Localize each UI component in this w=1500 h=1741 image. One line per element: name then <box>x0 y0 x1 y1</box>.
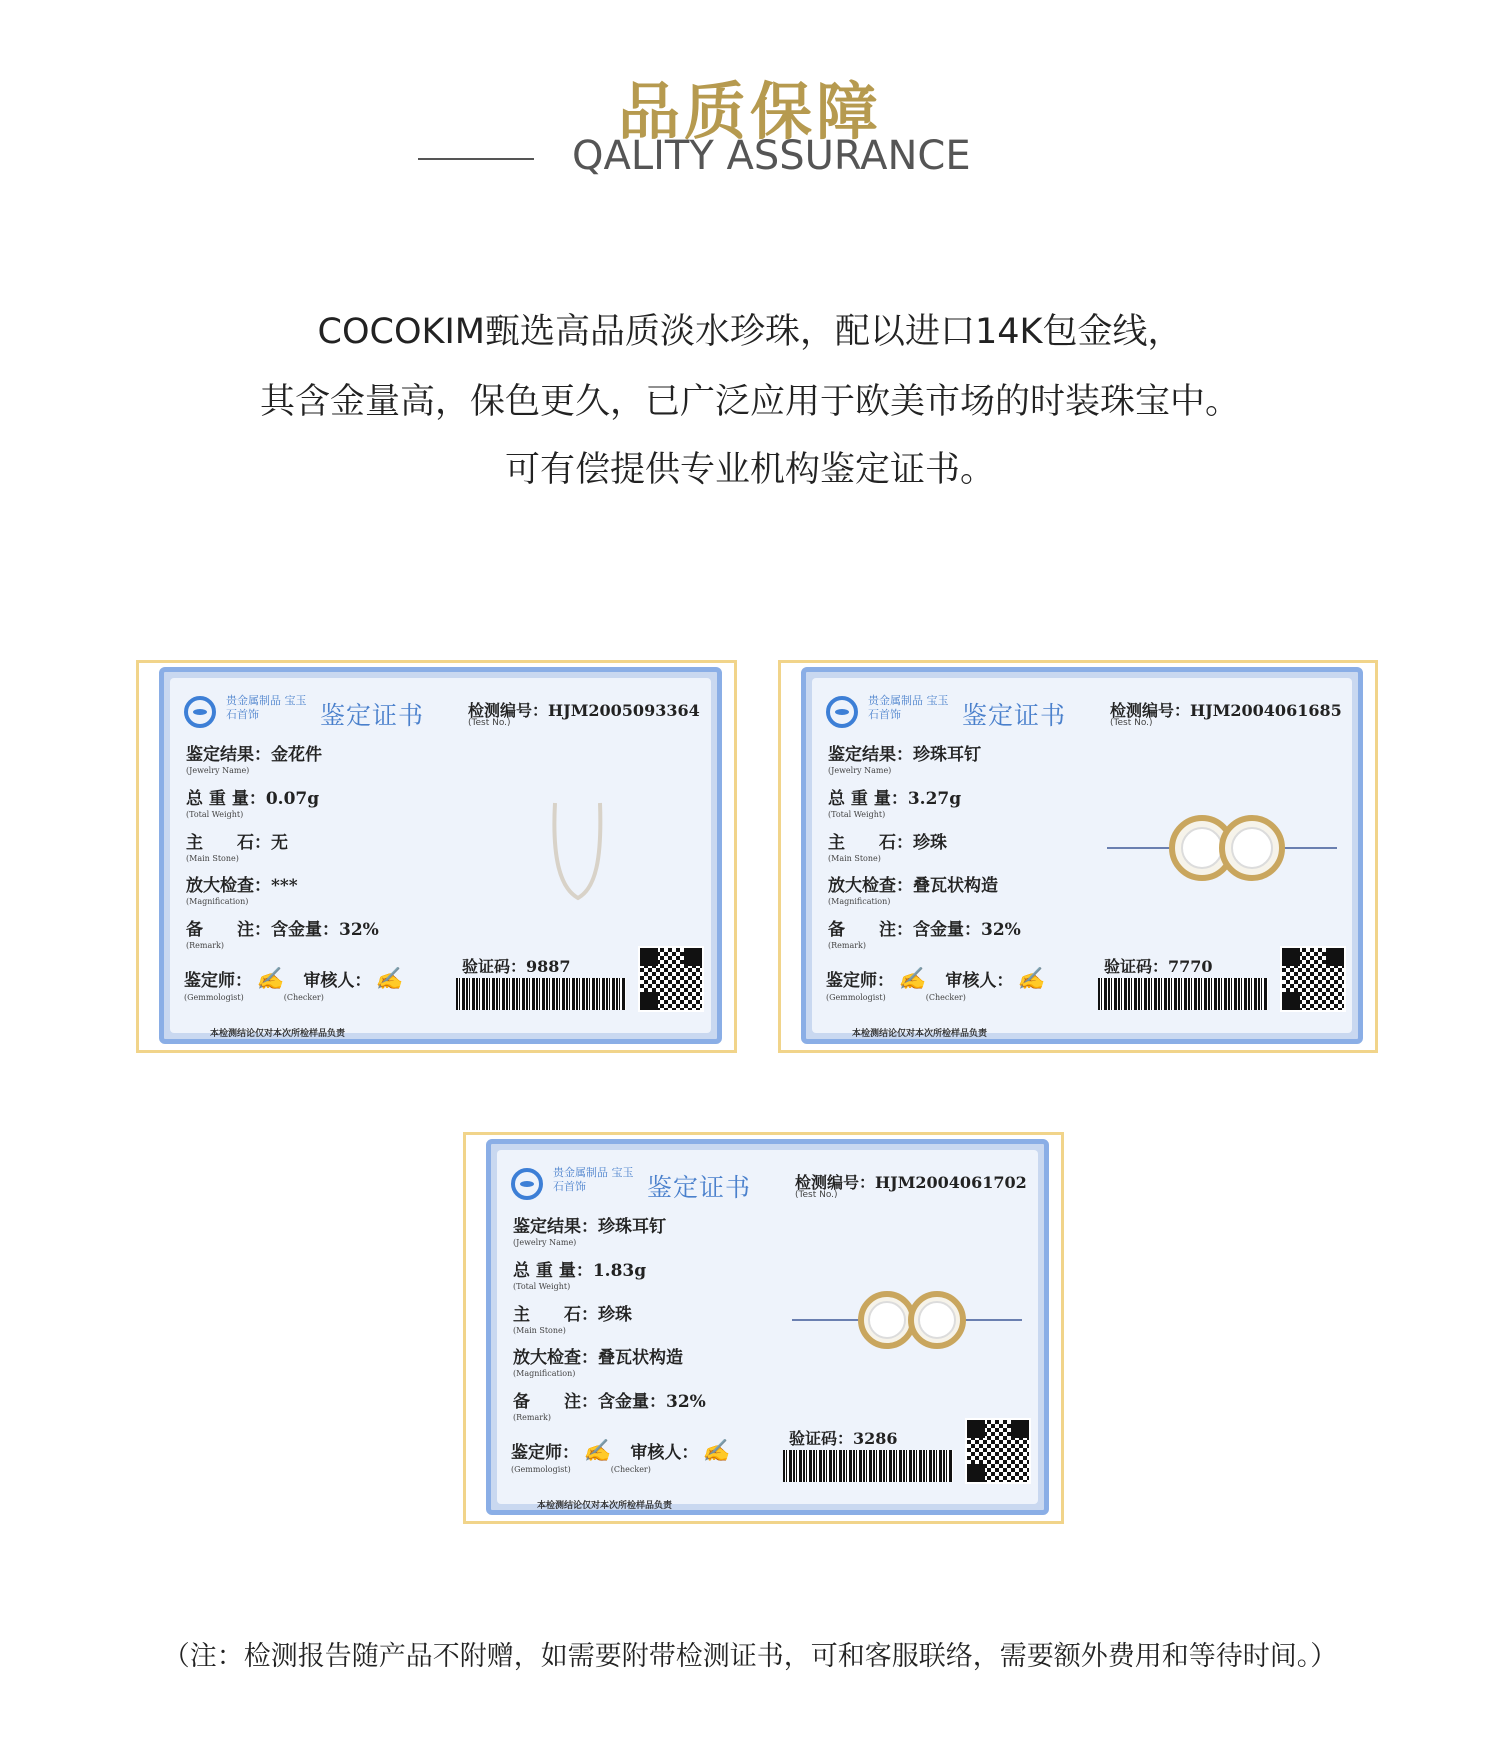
cert-test-no: 检测编号：HJM2004061702 <box>795 1173 1027 1192</box>
cert-verify-code: 验证码：7770 <box>1104 957 1213 976</box>
cert-field-label: 主 石：无 <box>186 833 288 853</box>
certificate-card <box>801 667 1363 1044</box>
cert-field-sub: (Magnification) <box>828 897 891 906</box>
cert-verify-code: 验证码：3286 <box>789 1429 898 1448</box>
cert-signers <box>184 966 417 1003</box>
product-photo <box>460 748 700 938</box>
cert-field-label: 备 注：含金量：32% <box>186 920 379 940</box>
cert-field-sub: (Total Weight) <box>513 1282 571 1291</box>
cert-field-label: 主 石：珍珠 <box>513 1305 632 1325</box>
signer-sub: (Gemmologist) (Checker) <box>826 993 966 1002</box>
appraiser-label: 鉴定师： <box>826 971 894 991</box>
cert-field-sub: (Main Stone) <box>828 854 881 863</box>
certificate-card <box>486 1139 1049 1515</box>
qr-code-icon <box>965 1418 1031 1484</box>
checker-signature: ✍ <box>702 1438 730 1464</box>
cert-field-sub: (Jewelry Name) <box>828 766 892 775</box>
appraiser-signature: ✍ <box>256 966 284 992</box>
cert-field-sub: (Magnification) <box>513 1369 576 1378</box>
cert-field <box>186 784 319 819</box>
cert-verify-code: 验证码：9887 <box>462 957 571 976</box>
barcode-icon <box>1098 978 1268 1010</box>
cert-signers <box>511 1438 744 1475</box>
cert-field-label: 鉴定结果：珍珠耳钉 <box>513 1217 666 1237</box>
cert-field <box>513 1387 706 1422</box>
cert-test-no-en: (Test No.) <box>795 1190 838 1200</box>
certificate-image-3 <box>463 1132 1064 1524</box>
cert-field <box>828 784 961 819</box>
cert-field-sub: (Jewelry Name) <box>513 1238 577 1247</box>
qr-code-icon <box>638 946 704 1012</box>
cert-field <box>513 1256 646 1291</box>
pearl <box>1232 828 1272 868</box>
cert-field <box>828 915 1021 950</box>
cert-field-label: 总 重 量：0.07g <box>186 789 320 809</box>
product-photo <box>787 1220 1027 1410</box>
certificate-body <box>812 678 1352 1039</box>
signer-sub: (Gemmologist) (Checker) <box>511 1465 651 1474</box>
cert-field-label: 总 重 量：3.27g <box>828 789 962 809</box>
page-title-en: QALITY ASSURANCE <box>572 133 971 179</box>
org-logo-icon <box>826 696 858 728</box>
product-photo <box>1102 748 1342 938</box>
checker-signature: ✍ <box>1017 966 1045 992</box>
intro-line-2: 其含金量高，保色更久，已广泛应用于欧美市场的时装珠宝中。 <box>259 382 1240 422</box>
cert-field-sub: (Remark) <box>513 1413 552 1422</box>
cert-field <box>513 1300 632 1335</box>
page-title-zh: 品质保障 <box>617 75 882 148</box>
cert-field <box>828 828 947 863</box>
cert-field-label: 鉴定结果：金花件 <box>186 745 322 765</box>
cert-field-label: 备 注：含金量：32% <box>513 1392 706 1412</box>
cert-heading: 鉴定证书 <box>647 1173 752 1202</box>
cert-signers <box>826 966 1059 1003</box>
cert-field <box>513 1343 683 1378</box>
cert-field-label: 放大检查：叠瓦状构造 <box>513 1348 683 1368</box>
qr-code-icon <box>1280 946 1346 1012</box>
cert-footer: 本检测结论仅对本次所检样品负责 <box>537 1501 673 1511</box>
certificate-image-2 <box>778 660 1378 1053</box>
cert-field <box>186 828 288 863</box>
cert-field-sub: (Magnification) <box>186 897 249 906</box>
appraiser-label: 鉴定师： <box>511 1443 579 1463</box>
footnote: （注：检测报告随产品不附赠，如需要附带检测证书，可和客服联络，需要额外费用和等待时间。） <box>162 1641 1338 1672</box>
cert-org: 贵金属制品 宝玉石首饰 <box>226 694 307 721</box>
org-logo-icon <box>511 1168 543 1200</box>
barcode-icon <box>456 978 626 1010</box>
cert-field <box>186 740 322 775</box>
cert-field-label: 主 石：珍珠 <box>828 833 947 853</box>
cert-test-no: 检测编号：HJM2005093364 <box>468 701 700 720</box>
signer-sub: (Gemmologist) (Checker) <box>184 993 324 1002</box>
cert-field <box>186 871 298 906</box>
cert-field-sub: (Total Weight) <box>828 810 886 819</box>
certificate-body <box>170 678 711 1039</box>
intro-line-1: COCOKIM甄选高品质淡水珍珠，配以进口14K包金线， <box>317 312 1183 352</box>
cert-field-label: 放大检查：*** <box>186 876 298 896</box>
org-logo-icon <box>184 696 216 728</box>
barcode-icon <box>783 1450 953 1482</box>
cert-field <box>513 1212 666 1247</box>
cert-field <box>828 740 981 775</box>
cert-field-sub: (Remark) <box>828 941 867 950</box>
cert-field-label: 备 注：含金量：32% <box>828 920 1021 940</box>
appraiser-signature: ✍ <box>898 966 926 992</box>
cert-field-sub: (Total Weight) <box>186 810 244 819</box>
cert-org: 贵金属制品 宝玉石首饰 <box>868 694 949 721</box>
certificate-card <box>159 667 722 1044</box>
certificate-body <box>497 1150 1038 1511</box>
pearl <box>919 1302 955 1338</box>
pearl <box>869 1302 905 1338</box>
cert-field-sub: (Jewelry Name) <box>186 766 250 775</box>
cert-field <box>186 915 379 950</box>
intro-line-3: 可有偿提供专业机构鉴定证书。 <box>504 450 995 490</box>
appraiser-signature: ✍ <box>583 1438 611 1464</box>
cert-field-sub: (Main Stone) <box>513 1326 566 1335</box>
cert-field-label: 总 重 量：1.83g <box>513 1261 647 1281</box>
pearl <box>1182 828 1222 868</box>
cert-field-label: 放大检查：叠瓦状构造 <box>828 876 998 896</box>
cert-test-no: 检测编号：HJM2004061685 <box>1110 701 1342 720</box>
cert-field-sub: (Main Stone) <box>186 854 239 863</box>
cert-heading: 鉴定证书 <box>320 701 425 730</box>
cert-heading: 鉴定证书 <box>962 701 1067 730</box>
cert-test-no-en: (Test No.) <box>468 718 511 728</box>
appraiser-label: 鉴定师： <box>184 971 252 991</box>
cert-field <box>828 871 998 906</box>
wire-earring <box>554 803 600 898</box>
cert-footer: 本检测结论仅对本次所检样品负责 <box>210 1029 346 1039</box>
cert-field-label: 鉴定结果：珍珠耳钉 <box>828 745 981 765</box>
checker-label: 审核人： <box>303 971 372 991</box>
cert-field-sub: (Remark) <box>186 941 225 950</box>
cert-footer: 本检测结论仅对本次所检样品负责 <box>852 1029 988 1039</box>
checker-signature: ✍ <box>375 966 403 992</box>
checker-label: 审核人： <box>630 1443 699 1463</box>
cert-org: 贵金属制品 宝玉石首饰 <box>553 1166 634 1193</box>
cert-test-no-en: (Test No.) <box>1110 718 1153 728</box>
checker-label: 审核人： <box>945 971 1014 991</box>
title-divider-line <box>418 158 534 160</box>
certificate-image-1 <box>136 660 737 1053</box>
